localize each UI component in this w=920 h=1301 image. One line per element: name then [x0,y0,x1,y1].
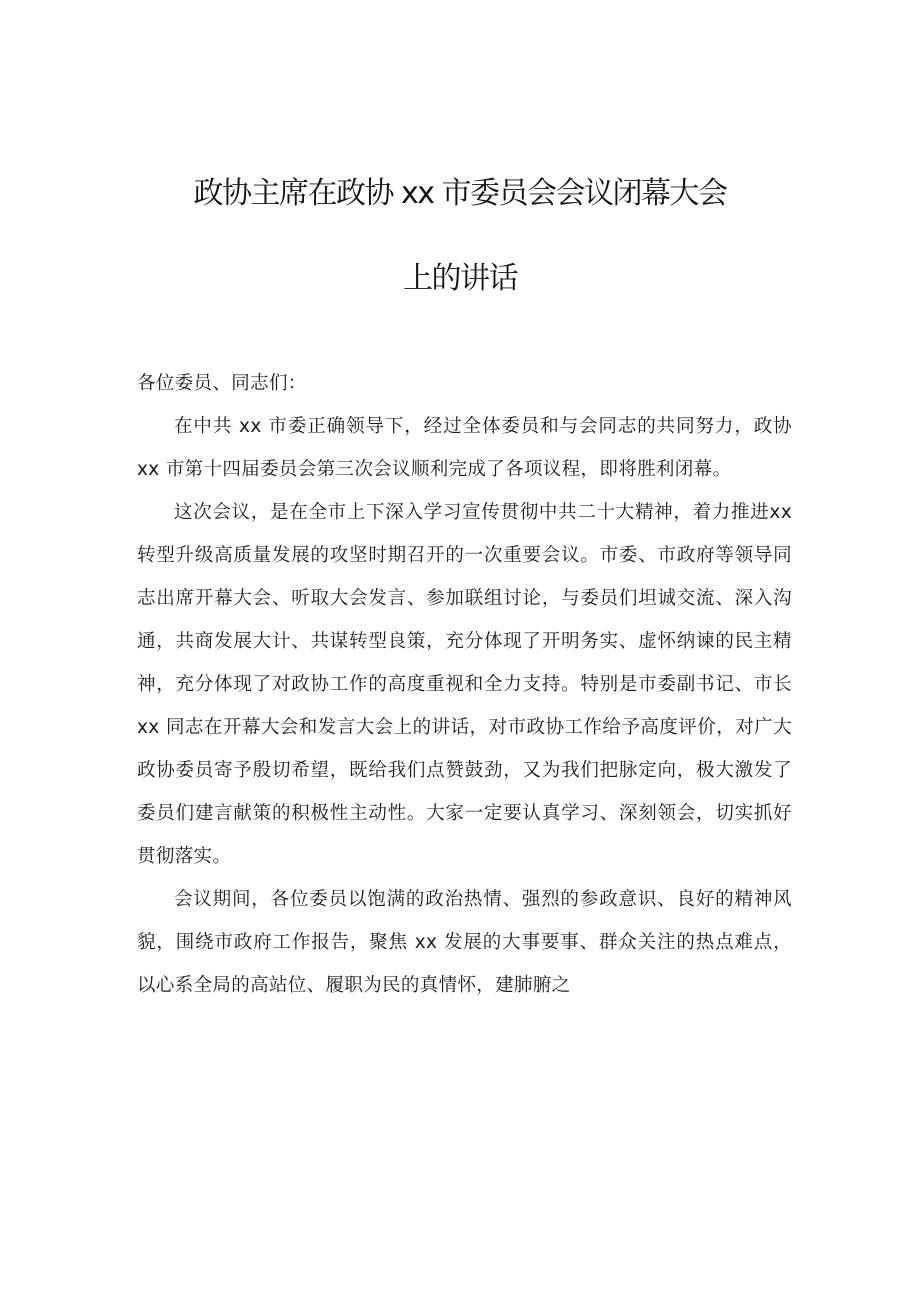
document-body [137,362,792,1007]
paragraph-3: 会议期间，各位委员以饱满的政治热情、强烈的参政意识、良好的精神风貌，围绕市政府工作报告，聚焦 xx 发展的大事要事、群众关注的热点难点，以心系全局的高站位、履职为民的真情怀，建肺腑之 [137,889,792,996]
document-title-line-2: 上的讲话 [403,261,517,296]
greeting: 各位委员、同志们： [137,373,307,394]
paragraph-1: 在中共 xx 市委正确领导下，经过全体委员和与会同志的共同努力，政协 xx 市第十四届委员会第三次会议顺利完成了各项议程，即将胜利闭幕。 [137,416,792,480]
document-title-line-1: 政协主席在政协 xx 市委员会会议闭幕大会 [193,176,727,211]
paragraph-2: 这次会议，是在全市上下深入学习宣传贯彻中共二十大精神，着力推进xx转型升级高质量发展的攻坚时期召开的一次重要会议。市委、市政府等领导同志出席开幕大会、听取大会发言、参加联组讨论，与委员们坦诚交流、深入沟通，共商发展大计、共谋转型良策，充分体现了开明务实、虚怀纳谏的民主精神，充分体现了对政协工作的高度重视和全力支持。特别是市委副书记、市长 xx 同志在开幕大会和发言大会上的讲话，对市政协工作给予高度评价，对广大政协委员寄予殷切希望，既给我们点赞鼓劲，又为我们把脉定向，极大激发了委员们建言献策的积极性主动性。大家一定要认真学习、深刻领会，切实抓好贯彻落实。 [137,502,792,867]
